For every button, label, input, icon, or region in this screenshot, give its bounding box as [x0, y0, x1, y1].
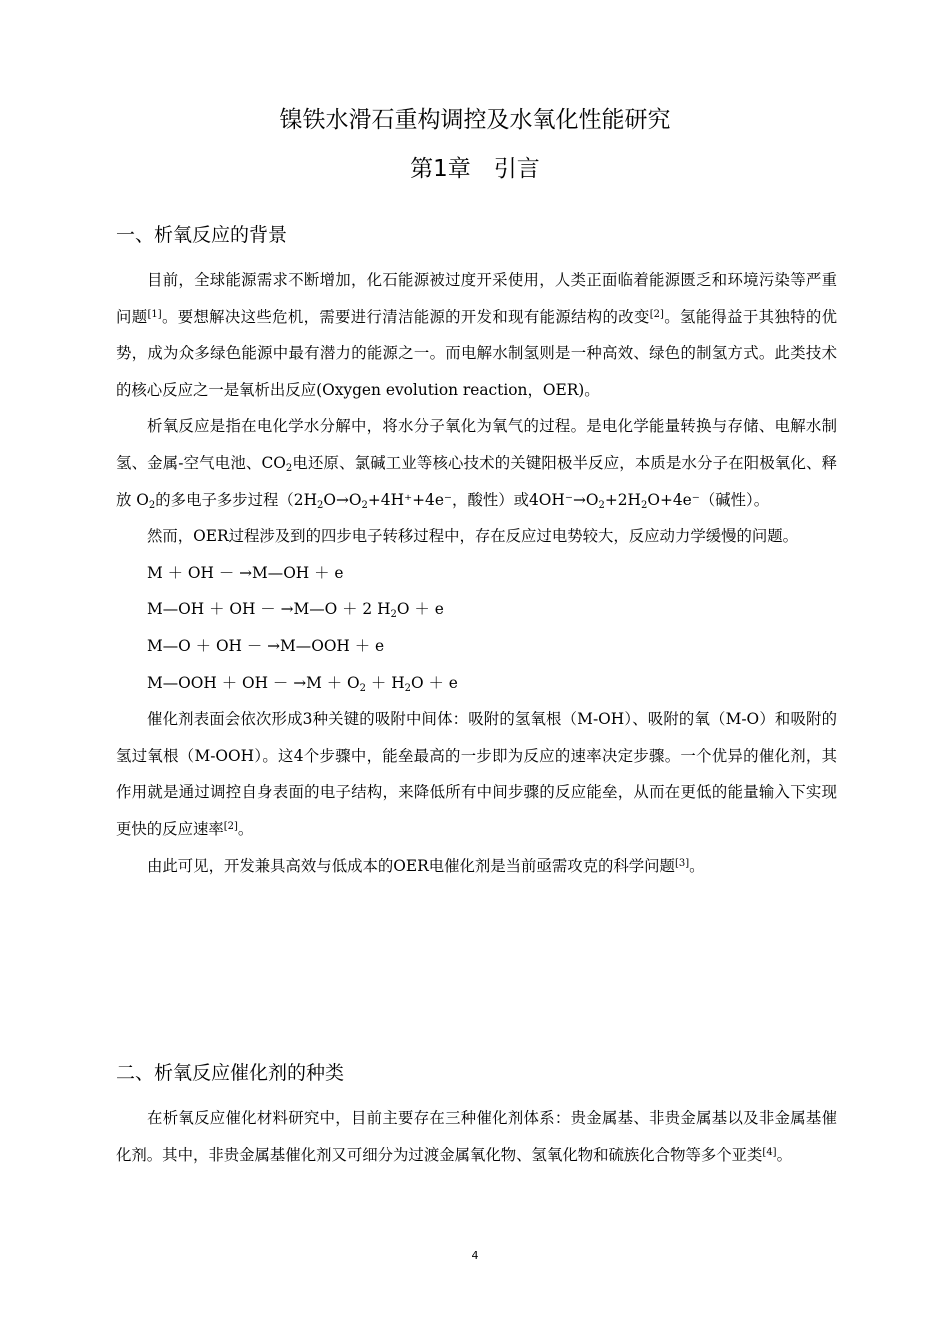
- text: 。氢能得益于其独特的优势，成为众多绿色能源中最有潜力的能源之一。而电解水制氢则是一种高效、绿色的制氢方式。此类技术的核心反应之一是氧析出反应(Oxygen evolution reaction，OER)。: [116, 307, 837, 399]
- text: O ＋ e: [396, 600, 444, 619]
- paragraph-3: 然而，OER过程涉及到的四步电子转移过程中，存在反应过电势较大，反应动力学缓慢的问题。: [147, 527, 799, 546]
- citation: [3]: [674, 857, 690, 869]
- text: ＋ H: [366, 673, 405, 692]
- text: +2H: [604, 490, 641, 509]
- text: +4H⁺+4e⁻，酸性）或4OH⁻→O: [367, 490, 599, 509]
- section-heading-2: 二、析氧反应催化剂的种类: [116, 1062, 345, 1084]
- subscript: 2: [359, 682, 367, 694]
- text: 。: [689, 856, 705, 875]
- text: O ＋ e: [411, 673, 458, 692]
- subscript: 2: [390, 609, 397, 621]
- equation-3: M—O ＋ OH － →M—OOH ＋ e: [147, 636, 385, 655]
- section-2-body: [116, 1100, 837, 1173]
- subscript: 2: [361, 499, 368, 511]
- text: 目前，全球能源需求不断增加，化石能源被过度开采使用，人类正面临着能源匮乏和环境污染等严重问题: [116, 271, 837, 326]
- equation-4: [116, 665, 837, 702]
- paragraph-5: [116, 848, 837, 885]
- citation: [1]: [147, 308, 162, 320]
- subscript: 2: [148, 499, 156, 511]
- citation: [2]: [649, 308, 664, 320]
- text: 催化剂表面会依次形成3种关键的吸附中间体：吸附的氢氧根（M-OH）、吸附的氧（M-O）和吸附的氢过氧根（M-OOH）。这4个步骤中，能垒最高的一步即为反应的速率决定步骤。一个优异的催化剂，其作用就是通过调控自身表面的电子结构，来降低所有中间步骤的反应能垒，从而在更低的能量输入下实现更快的反应速率: [116, 710, 837, 838]
- page-number: 4: [471, 1249, 479, 1262]
- subscript: 2: [640, 499, 648, 511]
- text: O+4e⁻（碱性）。: [647, 490, 770, 509]
- paragraph-6: [116, 1100, 837, 1173]
- equation-2: [116, 591, 837, 628]
- subscript: 2: [598, 499, 605, 511]
- equation-1: M ＋ OH － →M—OH ＋ e: [147, 563, 344, 582]
- text: 的多电子多步过程（2H: [155, 490, 318, 509]
- subscript: 2: [317, 499, 324, 511]
- text: M—OOH ＋ OH － →M ＋ O: [147, 673, 360, 692]
- section-heading-1: 一、析氧反应的背景: [116, 224, 288, 246]
- text: 析氧反应是指在电化学水分解中，将水分子氧化为氧气的过程。是电化学能量转换与存储、电解水制氢、金属-空气电池、CO: [116, 417, 837, 472]
- text: 电还原、氯碱工业等核心技术的关键阳极半反应，本质是水分子在阳极氧化、释放 O: [116, 453, 837, 509]
- citation: [2]: [223, 820, 238, 832]
- paragraph-1: [116, 262, 837, 408]
- text: 。: [237, 819, 254, 838]
- chapter-title: 第1章 引言: [410, 156, 540, 182]
- section-1-body: [116, 262, 837, 884]
- citation: [4]: [762, 1146, 777, 1158]
- subscript: 2: [285, 462, 293, 474]
- subscript: 2: [404, 682, 412, 694]
- text: M—OH ＋ OH － →M—O ＋ 2 H: [147, 600, 391, 619]
- text: 。要想解决这些危机，需要进行清洁能源的开发和现有能源结构的改变: [161, 307, 650, 326]
- text: 在析氧反应催化材料研究中，目前主要存在三种催化剂体系：贵金属基、非贵金属基以及非金属基催化剂。其中，非贵金属基催化剂又可细分为过渡金属氧化物、氢氧化物和硫族化合物等多个亚类: [116, 1109, 837, 1164]
- paragraph-4: [116, 701, 837, 847]
- text: 。: [776, 1145, 792, 1164]
- text: O→O: [323, 490, 362, 509]
- paragraph-2: [116, 408, 837, 518]
- document-title: 镍铁水滑石重构调控及水氧化性能研究: [279, 107, 671, 133]
- text: 由此可见，开发兼具高效与低成本的OER电催化剂是当前亟需攻克的科学问题: [147, 856, 675, 875]
